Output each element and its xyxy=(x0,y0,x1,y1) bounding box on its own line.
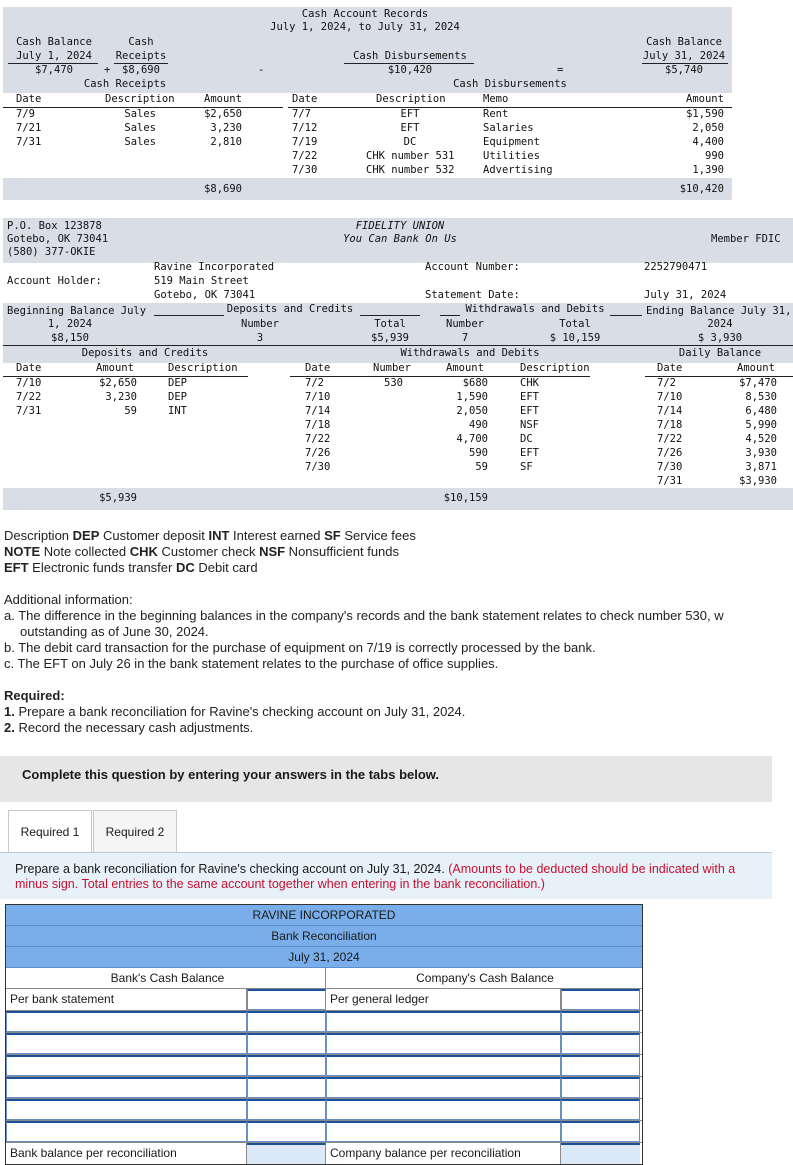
legend-code: NOTE xyxy=(4,544,41,559)
legend-code: INT xyxy=(208,528,230,543)
company-adjustment-amount-input[interactable] xyxy=(561,1055,640,1076)
dep-header-desc: Description xyxy=(168,362,238,374)
company-adjustment-desc-input[interactable] xyxy=(326,1011,561,1032)
bank-name: FIDELITY UNION xyxy=(355,220,445,232)
bank-adjustment-desc-input[interactable] xyxy=(6,1099,247,1120)
legend-text: Interest earned xyxy=(229,528,325,543)
bank-slogan: You Can Bank On Us xyxy=(343,233,457,245)
legend-text: Electronic funds transfer xyxy=(28,560,176,575)
bank-reconciliation-table xyxy=(5,904,643,1165)
legend-line-3 xyxy=(4,560,258,575)
summary-withdrawals-total: $ 10,159 xyxy=(549,332,601,344)
member-fdic: Member FDIC xyxy=(711,233,781,245)
bank-adjustment-desc-input[interactable] xyxy=(6,1077,247,1098)
bank-adjustment-amount-input[interactable] xyxy=(247,1077,326,1098)
dep-header-amount: Amount xyxy=(96,362,134,374)
legend-code: NSF xyxy=(259,544,286,559)
end-balance-label: Cash Balance xyxy=(646,36,722,48)
required-heading: Required: xyxy=(4,688,65,703)
daily-header-date: Date xyxy=(657,362,683,374)
per-ledger-label: Per general ledger xyxy=(326,989,561,1010)
statement-date-label: Statement Date: xyxy=(425,289,520,301)
withdrawals-total: $10,159 xyxy=(443,492,488,504)
bank-adjustment-amount-input[interactable] xyxy=(247,1055,326,1076)
account-holder-name: Ravine Incorporated xyxy=(154,261,275,273)
bank-adjustment-amount-input[interactable] xyxy=(247,1121,326,1142)
bank-adjustment-amount-input[interactable] xyxy=(247,1033,326,1054)
wd-header-number: Number xyxy=(373,362,411,374)
equals-sign: = xyxy=(557,64,564,76)
summary-withdrawals-number: 7 xyxy=(461,332,469,344)
summary-withdrawals-number-label: Number xyxy=(446,318,484,330)
plus-sign: + xyxy=(104,64,111,76)
deposits-total: $5,939 xyxy=(99,492,137,504)
recon-company: RAVINE INCORPORATED xyxy=(6,905,642,926)
banner-text: Complete this question by entering your answers in the tabs below. xyxy=(22,767,440,782)
account-holder-street: 519 Main Street xyxy=(154,275,249,287)
records-title: Cash Account Records xyxy=(301,8,429,20)
receipts-value: $8,690 xyxy=(122,64,160,76)
bank-adjustment-amount-input[interactable] xyxy=(247,1099,326,1120)
start-balance-date: July 1, 2024 xyxy=(16,50,92,62)
bank-adjustment-desc-input[interactable] xyxy=(6,1033,247,1054)
bank-adjustment-amount-input[interactable] xyxy=(247,1011,326,1032)
disb-header-amount: Amount xyxy=(686,93,724,105)
account-holder-city: Gotebo, OK 73041 xyxy=(154,289,256,301)
additional-a: a. The difference in the beginning balances in the company's records and the bank statement relates to check number 530, w xyxy=(4,608,724,623)
summary-deposits-total-label: Total xyxy=(374,318,406,330)
disbursements-total: $10,420 xyxy=(679,183,724,195)
company-adjustment-amount-input[interactable] xyxy=(561,1121,640,1142)
per-bank-label: Per bank statement xyxy=(6,989,247,1010)
cash-receipts-section: Cash Receipts xyxy=(83,78,167,90)
company-adjustment-desc-input[interactable] xyxy=(326,1121,561,1142)
records-period: July 1, 2024, to July 31, 2024 xyxy=(270,21,460,33)
receipts-label: Cash xyxy=(128,36,154,48)
company-adjustment-desc-input[interactable] xyxy=(326,1099,561,1120)
additional-c: c. The EFT on July 26 in the bank statement relates to the purchase of office supplies. xyxy=(4,656,499,671)
disbursements-label: Cash Disbursements xyxy=(353,50,467,62)
tab-required-2[interactable]: Required 2 xyxy=(93,810,177,853)
instruction-box xyxy=(0,852,772,899)
additional-a-cont: outstanding as of June 30, 2024. xyxy=(20,624,209,639)
summary-deposits-total: $5,939 xyxy=(371,332,409,344)
ending-balance-value: $ 3,930 xyxy=(697,332,743,344)
legend-text: Service fees xyxy=(340,528,416,543)
additional-b: b. The debit card transaction for the purchase of equipment on 7/19 is correctly processed by the bank. xyxy=(4,640,596,655)
recon-date: July 31, 2024 xyxy=(6,947,642,968)
company-adjustment-desc-input[interactable] xyxy=(326,1055,561,1076)
daily-balance-section: Daily Balance xyxy=(678,347,762,359)
required-1: 1. Prepare a bank reconciliation for Ravine's checking account on July 31, 2024. xyxy=(4,704,466,719)
bank-phone: (580) 377-OKIE xyxy=(7,246,96,258)
beginning-balance-date: 1, 2024 xyxy=(47,318,93,330)
receipts-total: $8,690 xyxy=(204,183,242,195)
disbursements-value: $10,420 xyxy=(387,64,433,76)
cash-disbursements-section: Cash Disbursements xyxy=(453,78,567,90)
start-balance-label: Cash Balance xyxy=(16,36,92,48)
summary-withdrawals-total-label: Total xyxy=(559,318,591,330)
bank-address-line2: Gotebo, OK 73041 xyxy=(7,233,109,245)
account-number-value: 2252790471 xyxy=(644,261,708,273)
legend-code: DC xyxy=(175,560,195,575)
company-adjustment-amount-input[interactable] xyxy=(561,1099,640,1120)
tab-required-1[interactable]: Required 1 xyxy=(8,810,92,853)
summary-deposits-header: Deposits and Credits xyxy=(226,303,354,315)
disb-header-date: Date xyxy=(292,93,318,105)
recon-title: Bank Reconciliation xyxy=(6,926,642,947)
deposits-section: Deposits and Credits xyxy=(81,347,209,359)
minus-sign: - xyxy=(258,64,265,76)
beginning-balance-value: $8,150 xyxy=(51,332,89,344)
legend-text: Note collected xyxy=(40,544,130,559)
disb-header-desc: Description xyxy=(376,93,446,105)
account-number-label: Account Number: xyxy=(425,261,520,273)
per-ledger-amount-input[interactable] xyxy=(561,989,640,1010)
company-adjustment-amount-input[interactable] xyxy=(561,1077,640,1098)
statement-date-value: July 31, 2024 xyxy=(644,289,727,301)
wd-header-date: Date xyxy=(305,362,331,374)
rec-header-date: Date xyxy=(16,93,42,105)
question-banner xyxy=(0,756,772,802)
bank-total-amount[interactable] xyxy=(247,1143,326,1164)
per-bank-amount-input[interactable] xyxy=(247,989,326,1010)
instruction-text: Prepare a bank reconciliation for Ravine's checking account on July 31, 2024. (Amounts to be deducted should be indicated with a minus sign. Total entries to the same account together when entering in the bank reconciliation.) xyxy=(15,862,736,891)
company-adjustment-desc-input[interactable] xyxy=(326,1033,561,1054)
summary-deposits-number: 3 xyxy=(256,332,264,344)
dep-header-date: Date xyxy=(16,362,42,374)
daily-header-amount: Amount xyxy=(737,362,775,374)
bank-total-label: Bank balance per reconciliation xyxy=(6,1143,247,1164)
legend-line-1 xyxy=(4,528,416,543)
ending-balance-date: 2024 xyxy=(707,318,733,330)
legend-text: Customer check xyxy=(157,544,260,559)
end-balance-date: July 31, 2024 xyxy=(642,50,726,62)
legend-line-2 xyxy=(4,544,399,559)
legend-code: CHK xyxy=(129,544,158,559)
rec-header-desc: Description xyxy=(105,93,175,105)
legend-code: DEP xyxy=(72,528,100,543)
bank-side-header: Bank's Cash Balance xyxy=(6,968,326,988)
disb-header-memo: Memo xyxy=(483,93,509,105)
company-total-label: Company balance per reconciliation xyxy=(326,1143,561,1164)
company-adjustment-amount-input[interactable] xyxy=(561,1033,640,1054)
bank-address-line1: P.O. Box 123878 xyxy=(7,220,102,232)
receipts-label2: Receipts xyxy=(115,50,167,62)
start-balance-value: $7,470 xyxy=(35,64,73,76)
records-total-shade xyxy=(3,178,732,200)
summary-withdrawals-header: Withdrawals and Debits xyxy=(465,303,605,315)
legend-text: Nonsufficient funds xyxy=(285,544,400,559)
beginning-balance-label: Beginning Balance July xyxy=(7,305,147,317)
legend-code: SF xyxy=(324,528,341,543)
end-balance-value: $5,740 xyxy=(665,64,703,76)
legend-text: Debit card xyxy=(194,560,258,575)
legend-text: Description xyxy=(4,528,73,543)
required-2: 2. Record the necessary cash adjustments. xyxy=(4,720,254,735)
company-adjustment-desc-input[interactable] xyxy=(326,1077,561,1098)
summary-deposits-number-label: Number xyxy=(241,318,279,330)
company-total-amount[interactable] xyxy=(561,1143,640,1164)
bank-adjustment-desc-input[interactable] xyxy=(6,1055,247,1076)
company-adjustment-amount-input[interactable] xyxy=(561,1011,640,1032)
wd-header-desc: Description xyxy=(520,362,590,374)
legend-text: Customer deposit xyxy=(99,528,209,543)
wd-header-amount: Amount xyxy=(446,362,484,374)
withdrawals-section: Withdrawals and Debits xyxy=(400,347,540,359)
bank-adjustment-desc-input[interactable] xyxy=(6,1121,247,1142)
ending-balance-label: Ending Balance July 31, xyxy=(646,305,792,317)
rec-header-amount: Amount xyxy=(204,93,242,105)
account-holder-label: Account Holder: xyxy=(7,275,102,287)
legend-code: EFT xyxy=(4,560,29,575)
bank-adjustment-desc-input[interactable] xyxy=(6,1011,247,1032)
company-side-header: Company's Cash Balance xyxy=(416,971,554,985)
additional-heading: Additional information: xyxy=(4,592,133,607)
